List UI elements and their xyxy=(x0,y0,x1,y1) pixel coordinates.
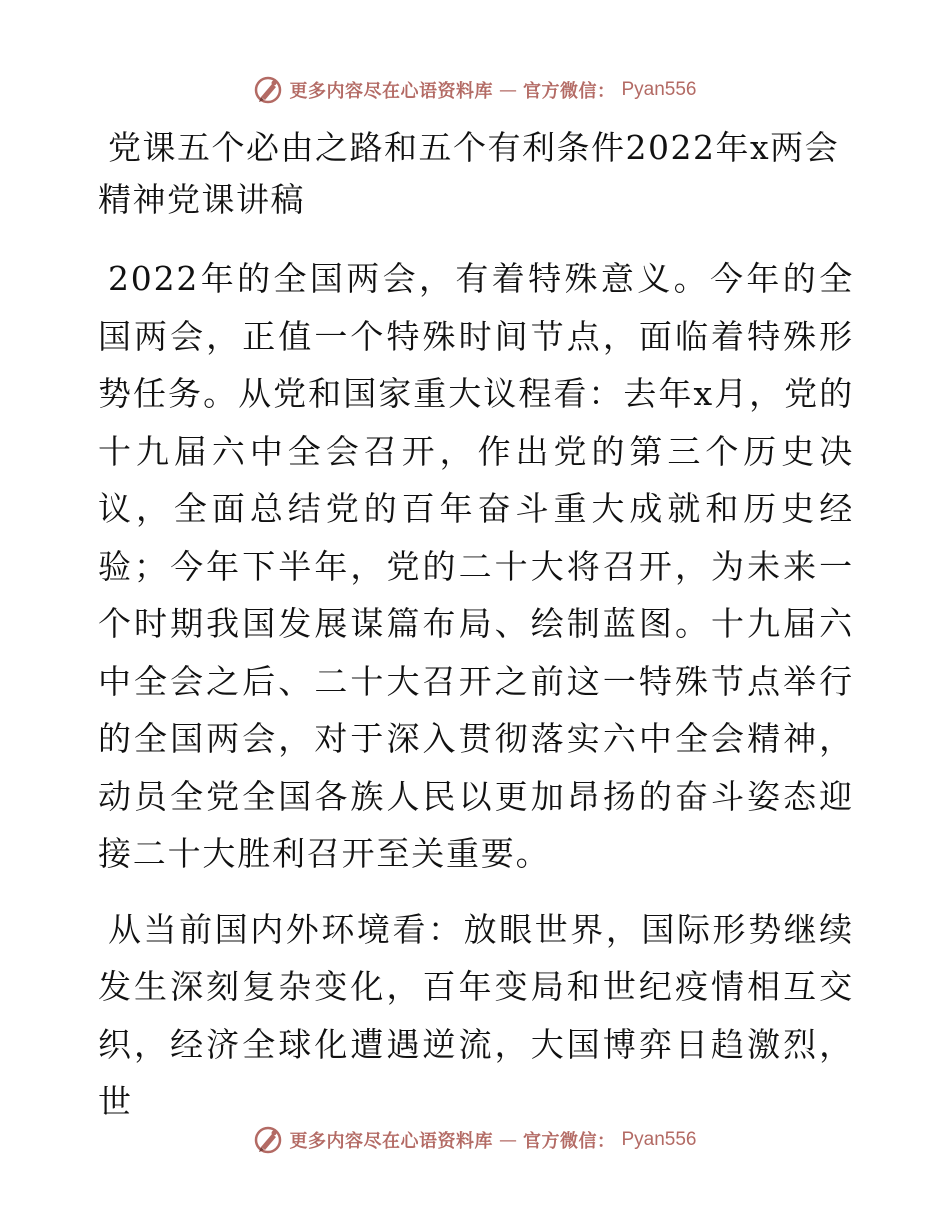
banner-dash: — xyxy=(498,79,517,101)
banner-text: 更多内容尽在心语资料库 xyxy=(289,81,493,102)
header-watermark-banner xyxy=(0,70,950,110)
banner-dash: — xyxy=(498,1129,517,1151)
pen-logo-icon xyxy=(253,1125,283,1155)
banner-label: 官方微信： xyxy=(522,1131,616,1152)
banner-text: 更多内容尽在心语资料库 xyxy=(289,1131,493,1152)
document-title: 党课五个必由之路和五个有利条件2022年x两会精神党课讲稿 xyxy=(98,128,840,219)
banner-wechat-id: Pyan556 xyxy=(621,79,697,100)
document-body xyxy=(98,122,854,1131)
banner-wechat-id: Pyan556 xyxy=(621,1129,697,1150)
footer-watermark-banner xyxy=(0,1120,950,1160)
paragraph-1: 2022年的全国两会，有着特殊意义。今年的全国两会，正值一个特殊时间节点，面临着特殊形势任务。从党和国家重大议程看：去年x月，党的十九届六中全会召开，作出党的第三个历史决议，全面总结党的百年奋斗重大成就和历史经验；今年下半年，党的二十大将召开，为未来一个时期我国发展谋篇布局、绘制蓝图。十九届六中全会之后、二十大召开之前这一特殊节点举行的全国两会，对于深入贯彻落实六中全会精神，动员全党全国各族人民以更加昂扬的奋斗姿态迎接二十大胜利召开至关重要。 xyxy=(98,259,854,873)
pen-logo-icon xyxy=(253,75,283,105)
banner-label: 官方微信： xyxy=(522,81,616,102)
paragraph-2: 从当前国内外环境看：放眼世界，国际形势继续发生深刻复杂变化，百年变局和世纪疫情相互交织，经济全球化遭遇逆流，大国博弈日趋激烈，世 xyxy=(98,909,854,1121)
